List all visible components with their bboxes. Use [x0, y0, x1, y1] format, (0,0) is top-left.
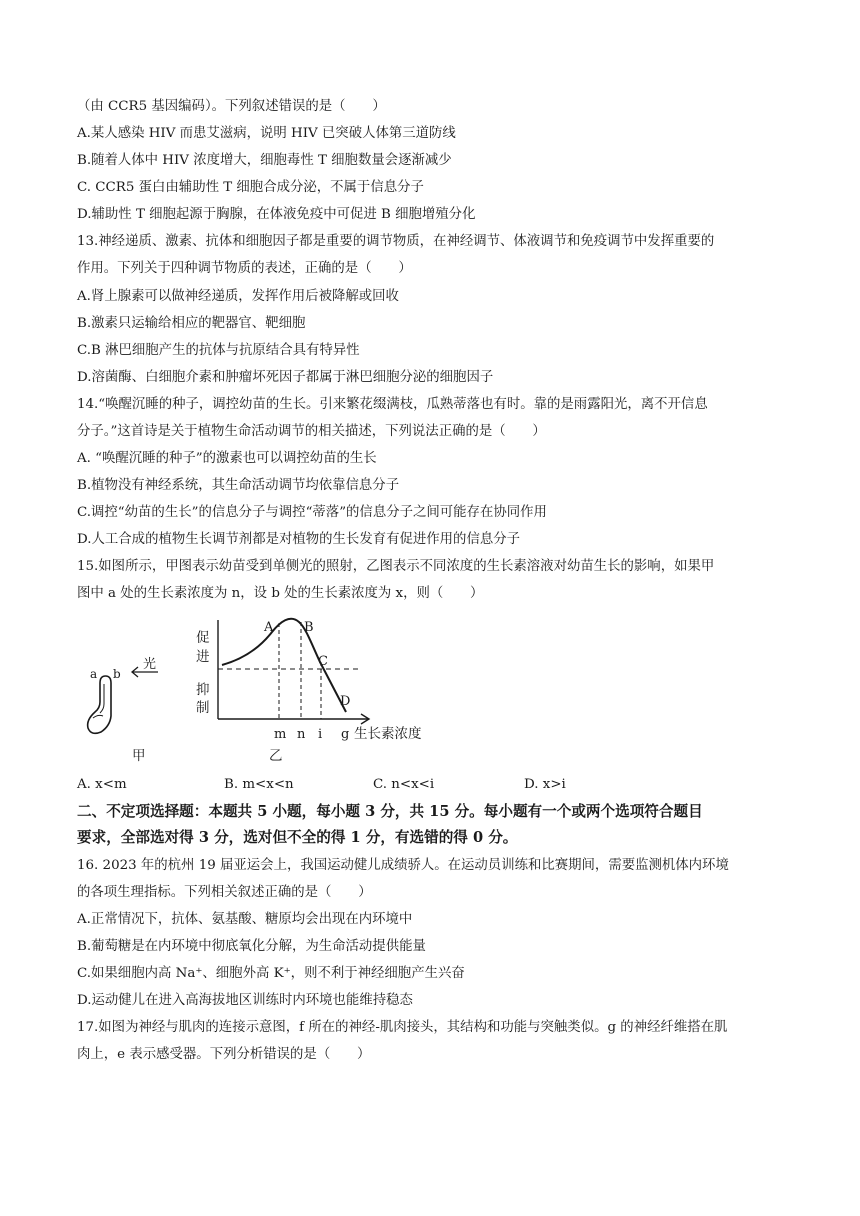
text-line: C.调控“幼苗的生长”的信息分子与调控“蒂落”的信息分子之间可能存在协同作用	[77, 505, 547, 520]
question-16-stem: 16. 2023 年的杭州 19 届亚运会上，我国运动健儿成绩骄人。在运动员训练和比赛期间，需要监测机体内环境	[77, 858, 729, 873]
tick-label-m: m	[274, 727, 287, 742]
question-15-stem: 15.如图所示，甲图表示幼苗受到单侧光的照射，乙图表示不同浓度的生长素溶液对幼苗生长的影响，如果甲	[77, 559, 715, 574]
label-a: a	[90, 667, 98, 681]
question-17-stem: 17.如图为神经与肌肉的连接示意图，f 所在的神经-肌肉接头，其结构和功能与突触类似。g 的神经纤维搭在肌	[77, 1020, 728, 1035]
question-14-stem: 14.“唤醒沉睡的种子，调控幼苗的生长。引来繁花缀满枝，瓜熟蒂落也有时。靠的是雨露阳光，离不开信息	[77, 397, 708, 412]
point-label-c: C	[318, 654, 328, 669]
text-line: 分子。”这首诗是关于植物生命活动调节的相关描述，下列说法正确的是（ ）	[77, 424, 546, 439]
question-13-stem: 13.神经递质、激素、抗体和细胞因子都是重要的调节物质，在神经调节、体液调节和免疫调节中发挥重要的	[77, 234, 715, 249]
section-2-heading-cont: 要求，全部选对得 3 分，选对但不全的得 1 分，有选错的得 0 分。	[77, 829, 518, 846]
text-line: B.葡萄糖是在内环境中彻底氧化分解，为生命活动提供能量	[77, 939, 426, 954]
text-line: A.某人感染 HIV 而患艾滋病，说明 HIV 已突破人体第三道防线	[77, 126, 456, 141]
tick-label-g: g	[341, 727, 350, 742]
text-line: C. CCR5 蛋白由辅助性 T 细胞合成分泌，不属于信息分子	[77, 180, 424, 195]
x-axis-label: 生长素浓度	[354, 726, 422, 742]
y-label-promote-2: 进	[196, 649, 210, 665]
text-line: D.辅助性 T 细胞起源于胸腺，在体液免疫中可促进 B 细胞增殖分化	[77, 207, 476, 222]
text-line: A.正常情况下，抗体、氨基酸、糖原均会出现在内环境中	[77, 912, 413, 927]
text-line: A.肾上腺素可以做神经递质，发挥作用后被降解或回收	[77, 289, 399, 304]
text-line: （由 CCR5 基因编码）。下列叙述错误的是（ ）	[77, 99, 386, 114]
section-2-heading: 二、不定项选择题：本题共 5 小题，每小题 3 分，共 15 分。每小题有一个或两个选项符合题目	[77, 803, 703, 820]
y-label-inhibit-1: 抑	[196, 682, 210, 698]
option-b: B. m<x<n	[224, 777, 294, 792]
tick-label-n: n	[297, 727, 306, 742]
light-label: 光	[143, 657, 157, 672]
point-label-a: A	[264, 620, 274, 635]
text-line: C.B 淋巴细胞产生的抗体与抗原结合具有特异性	[77, 343, 360, 358]
text-line: A. “唤醒沉睡的种子”的激素也可以调控幼苗的生长	[77, 451, 377, 466]
text-line: B.植物没有神经系统，其生命活动调节均依靠信息分子	[77, 478, 400, 493]
seedling-diagram	[88, 656, 158, 764]
option-d: D. x>i	[524, 777, 566, 792]
caption-yi: 乙	[269, 748, 283, 764]
tick-label-i: i	[318, 727, 323, 742]
option-c: C. n<x<i	[373, 777, 435, 792]
point-label-b: B	[304, 620, 314, 635]
text-line: 作用。下列关于四种调节物质的表述，正确的是（ ）	[77, 261, 412, 276]
text-line: D.运动健儿在进入高海拔地区训练时内环境也能维持稳态	[77, 993, 413, 1008]
option-a: A. x<m	[77, 777, 127, 792]
label-b: b	[113, 667, 121, 681]
y-label-promote-1: 促	[196, 630, 210, 646]
text-line: D.人工合成的植物生长调节剂都是对植物的生长发育有促进作用的信息分子	[77, 532, 521, 547]
text-line: 肉上，e 表示感受器。下列分析错误的是（ ）	[77, 1047, 371, 1062]
caption-jia: 甲	[132, 748, 146, 764]
text-line: C.如果细胞内高 Na⁺、细胞外高 K⁺，则不利于神经细胞产生兴奋	[77, 966, 465, 981]
point-label-d: D	[340, 694, 351, 709]
y-label-inhibit-2: 制	[196, 700, 210, 716]
text-line: B.随着人体中 HIV 浓度增大，细胞毒性 T 细胞数量会逐渐减少	[77, 153, 452, 168]
growth-curve-chart	[196, 619, 422, 764]
text-line: B.激素只运输给相应的靶器官、靶细胞	[77, 316, 306, 331]
text-line: 的各项生理指标。下列相关叙述正确的是（ ）	[77, 885, 372, 900]
text-line: D.溶菌酶、白细胞介素和肿瘤坏死因子都属于淋巴细胞分泌的细胞因子	[77, 370, 494, 385]
text-line: 图中 a 处的生长素浓度为 n，设 b 处的生长素浓度为 x，则（ ）	[77, 586, 484, 601]
